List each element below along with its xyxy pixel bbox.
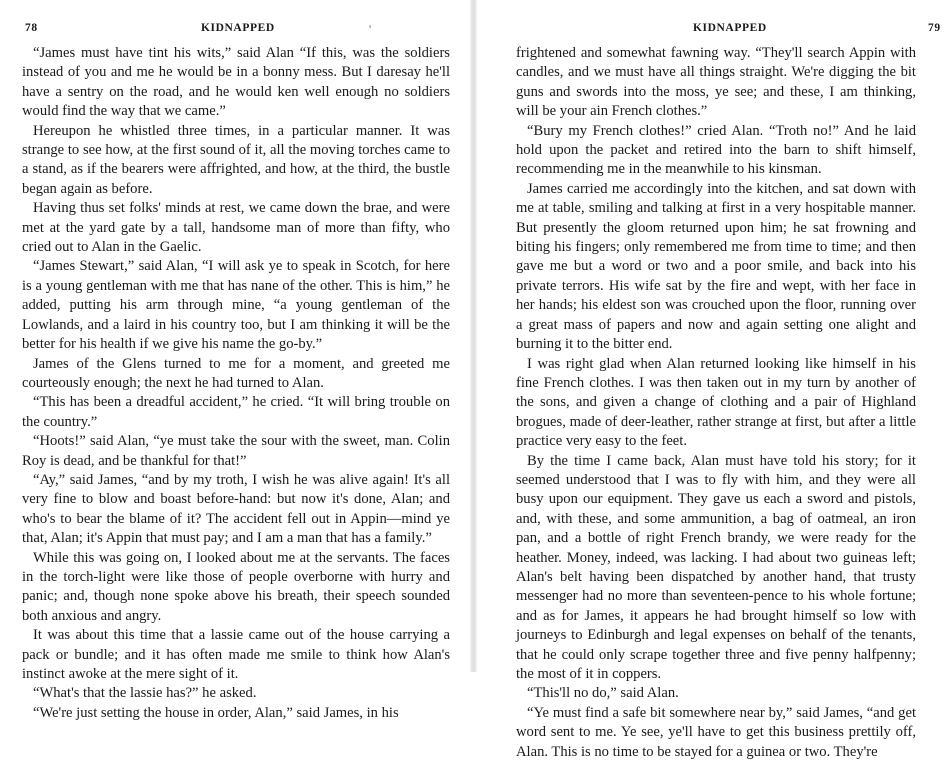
paragraph: James carried me accordingly into the kitchen, and sat down with me at table, smiling and talking at first in a very hospitable manner. But presently the gloom returned upon him; he sat frowning and biting his fingers; only remembered me from time to time; and then gave me but a word or two and a poor smile, and back into his private terrors. His wife sat by the fire and wept, with her face in her hands; his eldest son was crouched upon the floor, running over a great mass of papers and now and again setting one alight and burning it to the bitter end.: [516, 180, 916, 353]
paragraph: “Ay,” said James, “and by my troth, I wish he was alive again! It's all very fine to blow and boast before-hand: but now it's done, Alan; and who's to bear the blame of it? The accident fell out in Appin—mind ye that, Alan; it's Appin that must pay; and I am a man that has a family.”: [22, 471, 450, 547]
page-number: 79: [928, 22, 941, 34]
paragraph: By the time I came back, Alan must have told his story; for it seemed understood that I was to fly with him, and they were all busy upon our equipment. They gave us each a sword and pistols, and, with these, and some ammunition, a bag of oatmeal, an iron pan, and a bottle of right French brandy, we were ready for the heather. Money, indeed, was lacking. I had about two guineas left; Alan's belt having been dispatched by another hand, that trusty messenger had no more than seventeen-pence to his whole fortune; and as for James, it appears he had brought himself so low with journeys to Edinburgh and legal expenses on behalf of the tenants, that he could only scrape together three and five penny halfpenny; the most of it in coppers.: [516, 452, 916, 682]
page-text: [22, 44, 450, 723]
paragraph: “This'll no do,” said Alan.: [527, 685, 679, 702]
paragraph: “What's that the lassie has?” he asked.: [33, 685, 257, 702]
paragraph: “Bury my French clothes!” cried Alan. “Troth no!” And he laid hold upon the packet and retired into the barn to shift himself, recommending me in the meanwhile to his kinsman.: [516, 122, 916, 178]
paragraph: “We're just setting the house in order, Alan,” said James, in his: [33, 704, 399, 721]
page-text: [516, 44, 916, 762]
paragraph: Having thus set folks' minds at rest, we came down the brae, and were met at the yard gate by a tall, handsome man of more than fifty, who cried out to Alan in the Gaelic.: [22, 200, 450, 256]
book-gutter: [470, 0, 477, 672]
left-page: [0, 0, 470, 721]
paragraph: I was right glad when Alan returned looking like himself in his fine French clothes. I was then taken out in my turn by another of the sons, and given a change of clothing and a pair of Highland brogues, made of deer-leather, rather strange at first, but after a little practice very easy to the feet.: [516, 355, 916, 450]
right-page: [477, 0, 952, 760]
paragraph: “James must have tint his wits,” said Alan “If this, was the soldiers instead of you and me he would be in a bonny mess. But I daresay he'll have a sentry on the road, and he would ken well enough no soldiers would find the way that we came.”: [22, 45, 450, 120]
paragraph: “Ye must find a safe bit somewhere near by,” said James, “and get word sent to me. Ye see, ye'll have to get this business prettily off, Alan. This is no time to be stayed for a guinea or two. They're: [516, 704, 916, 760]
paragraph: Hereupon he whistled three times, in a particular manner. It was strange to see how, at the first sound of it, all the moving torches came to a stand, as if the bearers were affrighted, and how, at the third, the bustle began again as before.: [22, 122, 450, 197]
paragraph-continuation: frightened and somewhat fawning way. “They'll search Appin with candles, and we must have all things straight. We're digging the bit guns and swords into the moss, ye see; and these, I am thinking, will be your ain French clothes.”: [516, 45, 916, 120]
paragraph: It was about this time that a lassie came out of the house carrying a pack or bundle; and it has often made me smile to think how Alan's instinct awoke at the mere sight of it.: [22, 627, 450, 682]
paragraph: James of the Glens turned to me for a moment, and greeted me courteously enough; the next he had turned to Alan.: [22, 355, 450, 391]
paragraph: While this was going on, I looked about me at the servants. The faces in the torch-light were like those of people overborne with hurry and panic; and, though none spoke above his breath, their speech sounded both anxious and angry.: [22, 549, 450, 624]
paragraph: “This has been a dreadful accident,” he cried. “It will bring trouble on the country.”: [22, 394, 450, 430]
paragraph: “James Stewart,” said Alan, “I will ask ye to speak in Scotch, for here is a young gentleman with me that has nane of the other. This is him,” he added, putting his arm through mine, “a young gentleman of the Lowlands, and a laird in his country too, but I am thinking it will be the better for his health if we give his name the go-by.”: [22, 258, 450, 353]
running-head: KIDNAPPED: [201, 22, 275, 34]
margin-mark: ': [369, 22, 372, 36]
page-number: 78: [25, 22, 38, 34]
paragraph: “Hoots!” said Alan, “ye must take the sour with the sweet, man. Colin Roy is dead, and be thankful for that!”: [22, 433, 450, 469]
running-head: KIDNAPPED: [693, 22, 767, 34]
